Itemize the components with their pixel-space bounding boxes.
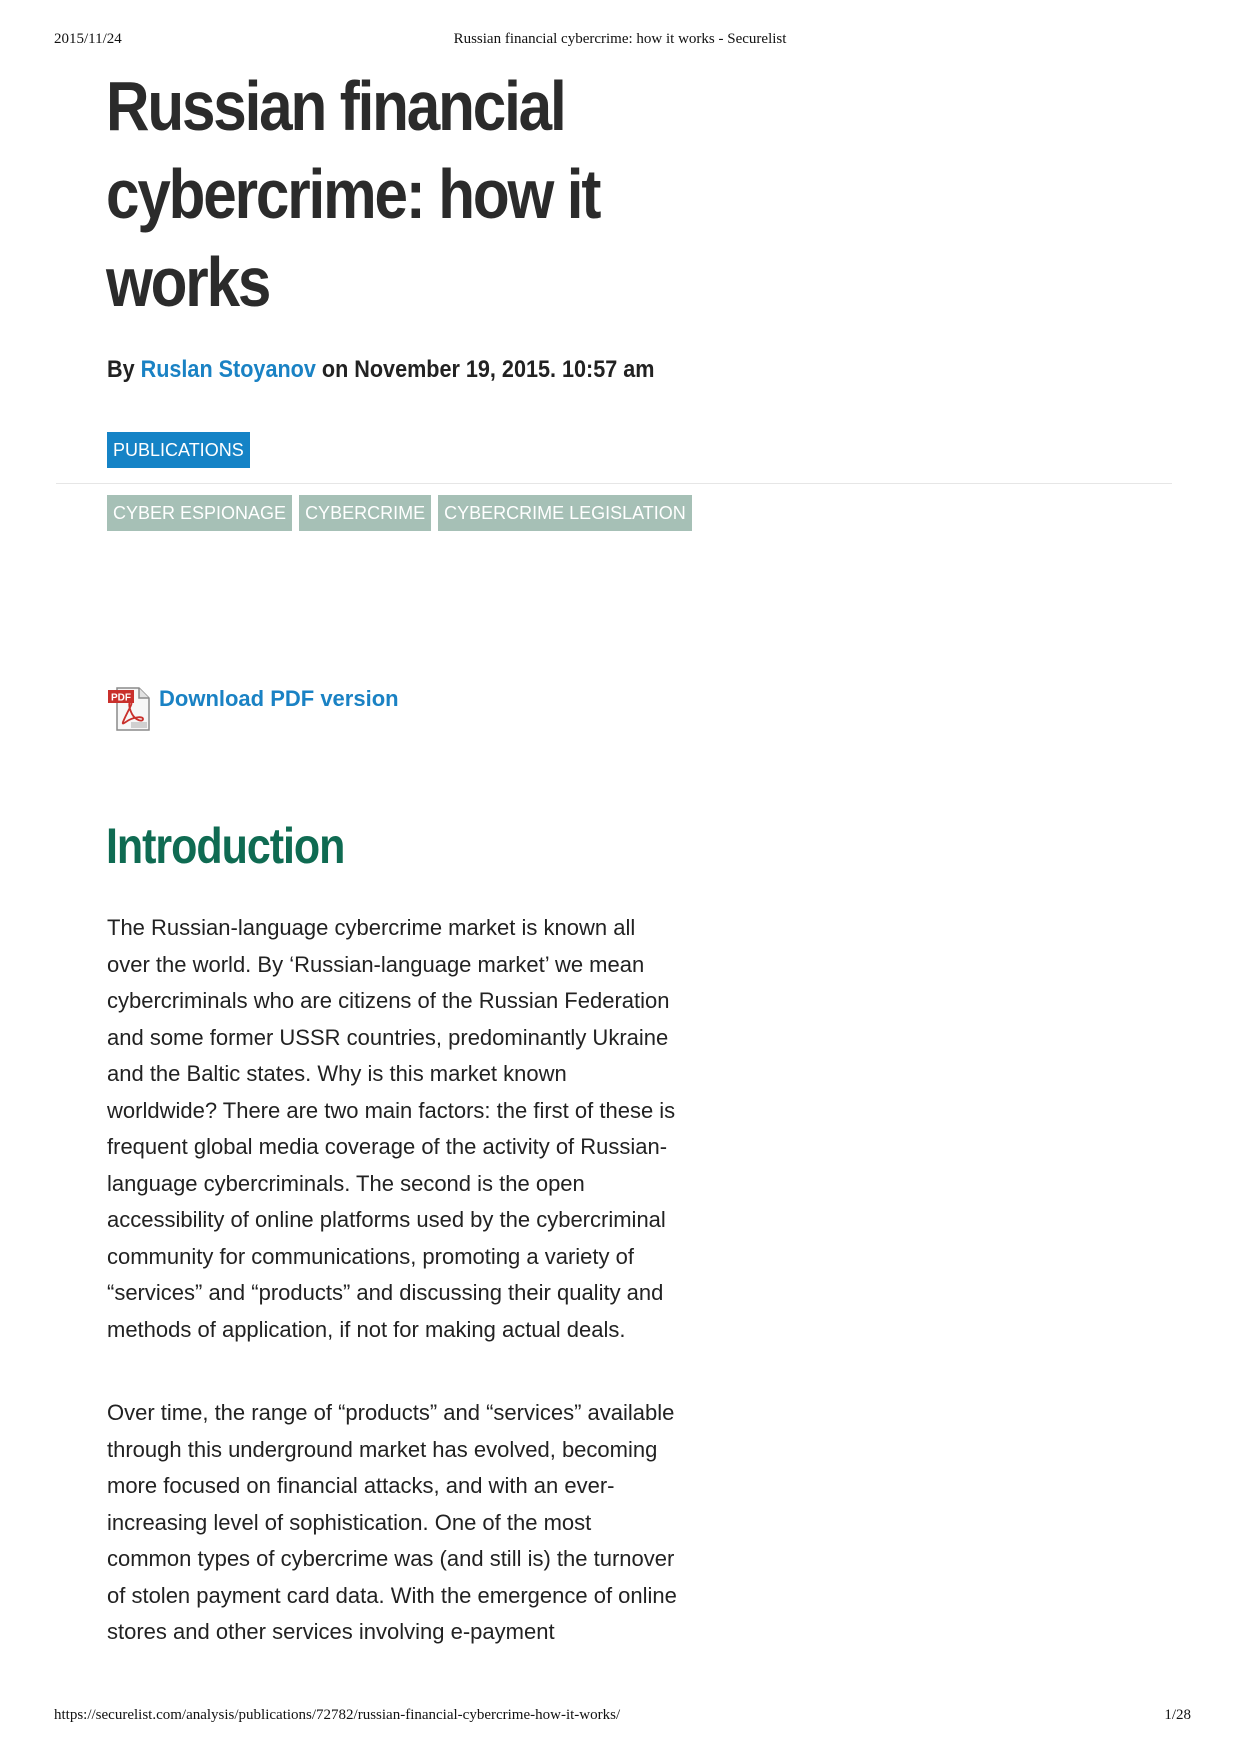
print-footer-url[interactable]: https://securelist.com/analysis/publications/72782/russian-financial-cybercrime-how-it-works/ bbox=[54, 1707, 621, 1723]
pdf-icon-label: PDF bbox=[111, 692, 131, 704]
intro-paragraph-1: The Russian-language cybercrime market is known all over the world. By ‘Russian-language market’ we mean cybercriminals who are citizens of the Russian Federation and some former USSR countries, predominantly Ukraine and the Baltic states. Why is this market known worldwide? There are two main factors: the first of these is frequent global media coverage of the activity of Russian- language cybercriminals. The second is the open accessibility of online platforms used by the cybercriminal community for communications, promoting a variety of “services” and “products” and discussing their quality and methods of application, if not for making actual deals. bbox=[107, 915, 676, 1342]
byline-prefix: By bbox=[107, 356, 135, 383]
print-header-date: 2015/11/24 bbox=[54, 31, 122, 47]
byline bbox=[107, 356, 654, 384]
print-header-title: Russian financial cybercrime: how it works - Securelist bbox=[453, 31, 787, 47]
download-pdf-label: Download PDF version bbox=[159, 686, 399, 711]
download-pdf-link[interactable] bbox=[107, 684, 399, 732]
publish-date: on November 19, 2015. 10:57 am bbox=[321, 356, 655, 383]
tag-list bbox=[107, 495, 692, 531]
pdf-file-icon bbox=[107, 684, 155, 732]
category-tag-publications[interactable]: PUBLICATIONS bbox=[107, 432, 250, 468]
intro-paragraph-2: Over time, the range of “products” and “services” available through this underground market has evolved, becoming more focused on financial attacks, and with an ever- increasing level of sophistication. One of the most common types of cybercrime was (and still is) the turnover of stolen payment card data. With the emergence of online stores and other services involving e-payment bbox=[107, 1400, 677, 1644]
tag-cybercrime[interactable]: CYBERCRIME bbox=[299, 495, 431, 531]
print-footer-page-number: 1/28 bbox=[1164, 1707, 1191, 1723]
article-title: Russian financial cybercrime: how it works bbox=[106, 67, 600, 321]
divider bbox=[56, 483, 1172, 484]
section-heading-introduction: Introduction bbox=[106, 818, 345, 874]
tag-cybercrime-legislation[interactable]: CYBERCRIME LEGISLATION bbox=[438, 495, 692, 531]
author-link[interactable]: Ruslan Stoyanov bbox=[140, 356, 316, 383]
tag-cyber-espionage[interactable]: CYBER ESPIONAGE bbox=[107, 495, 292, 531]
